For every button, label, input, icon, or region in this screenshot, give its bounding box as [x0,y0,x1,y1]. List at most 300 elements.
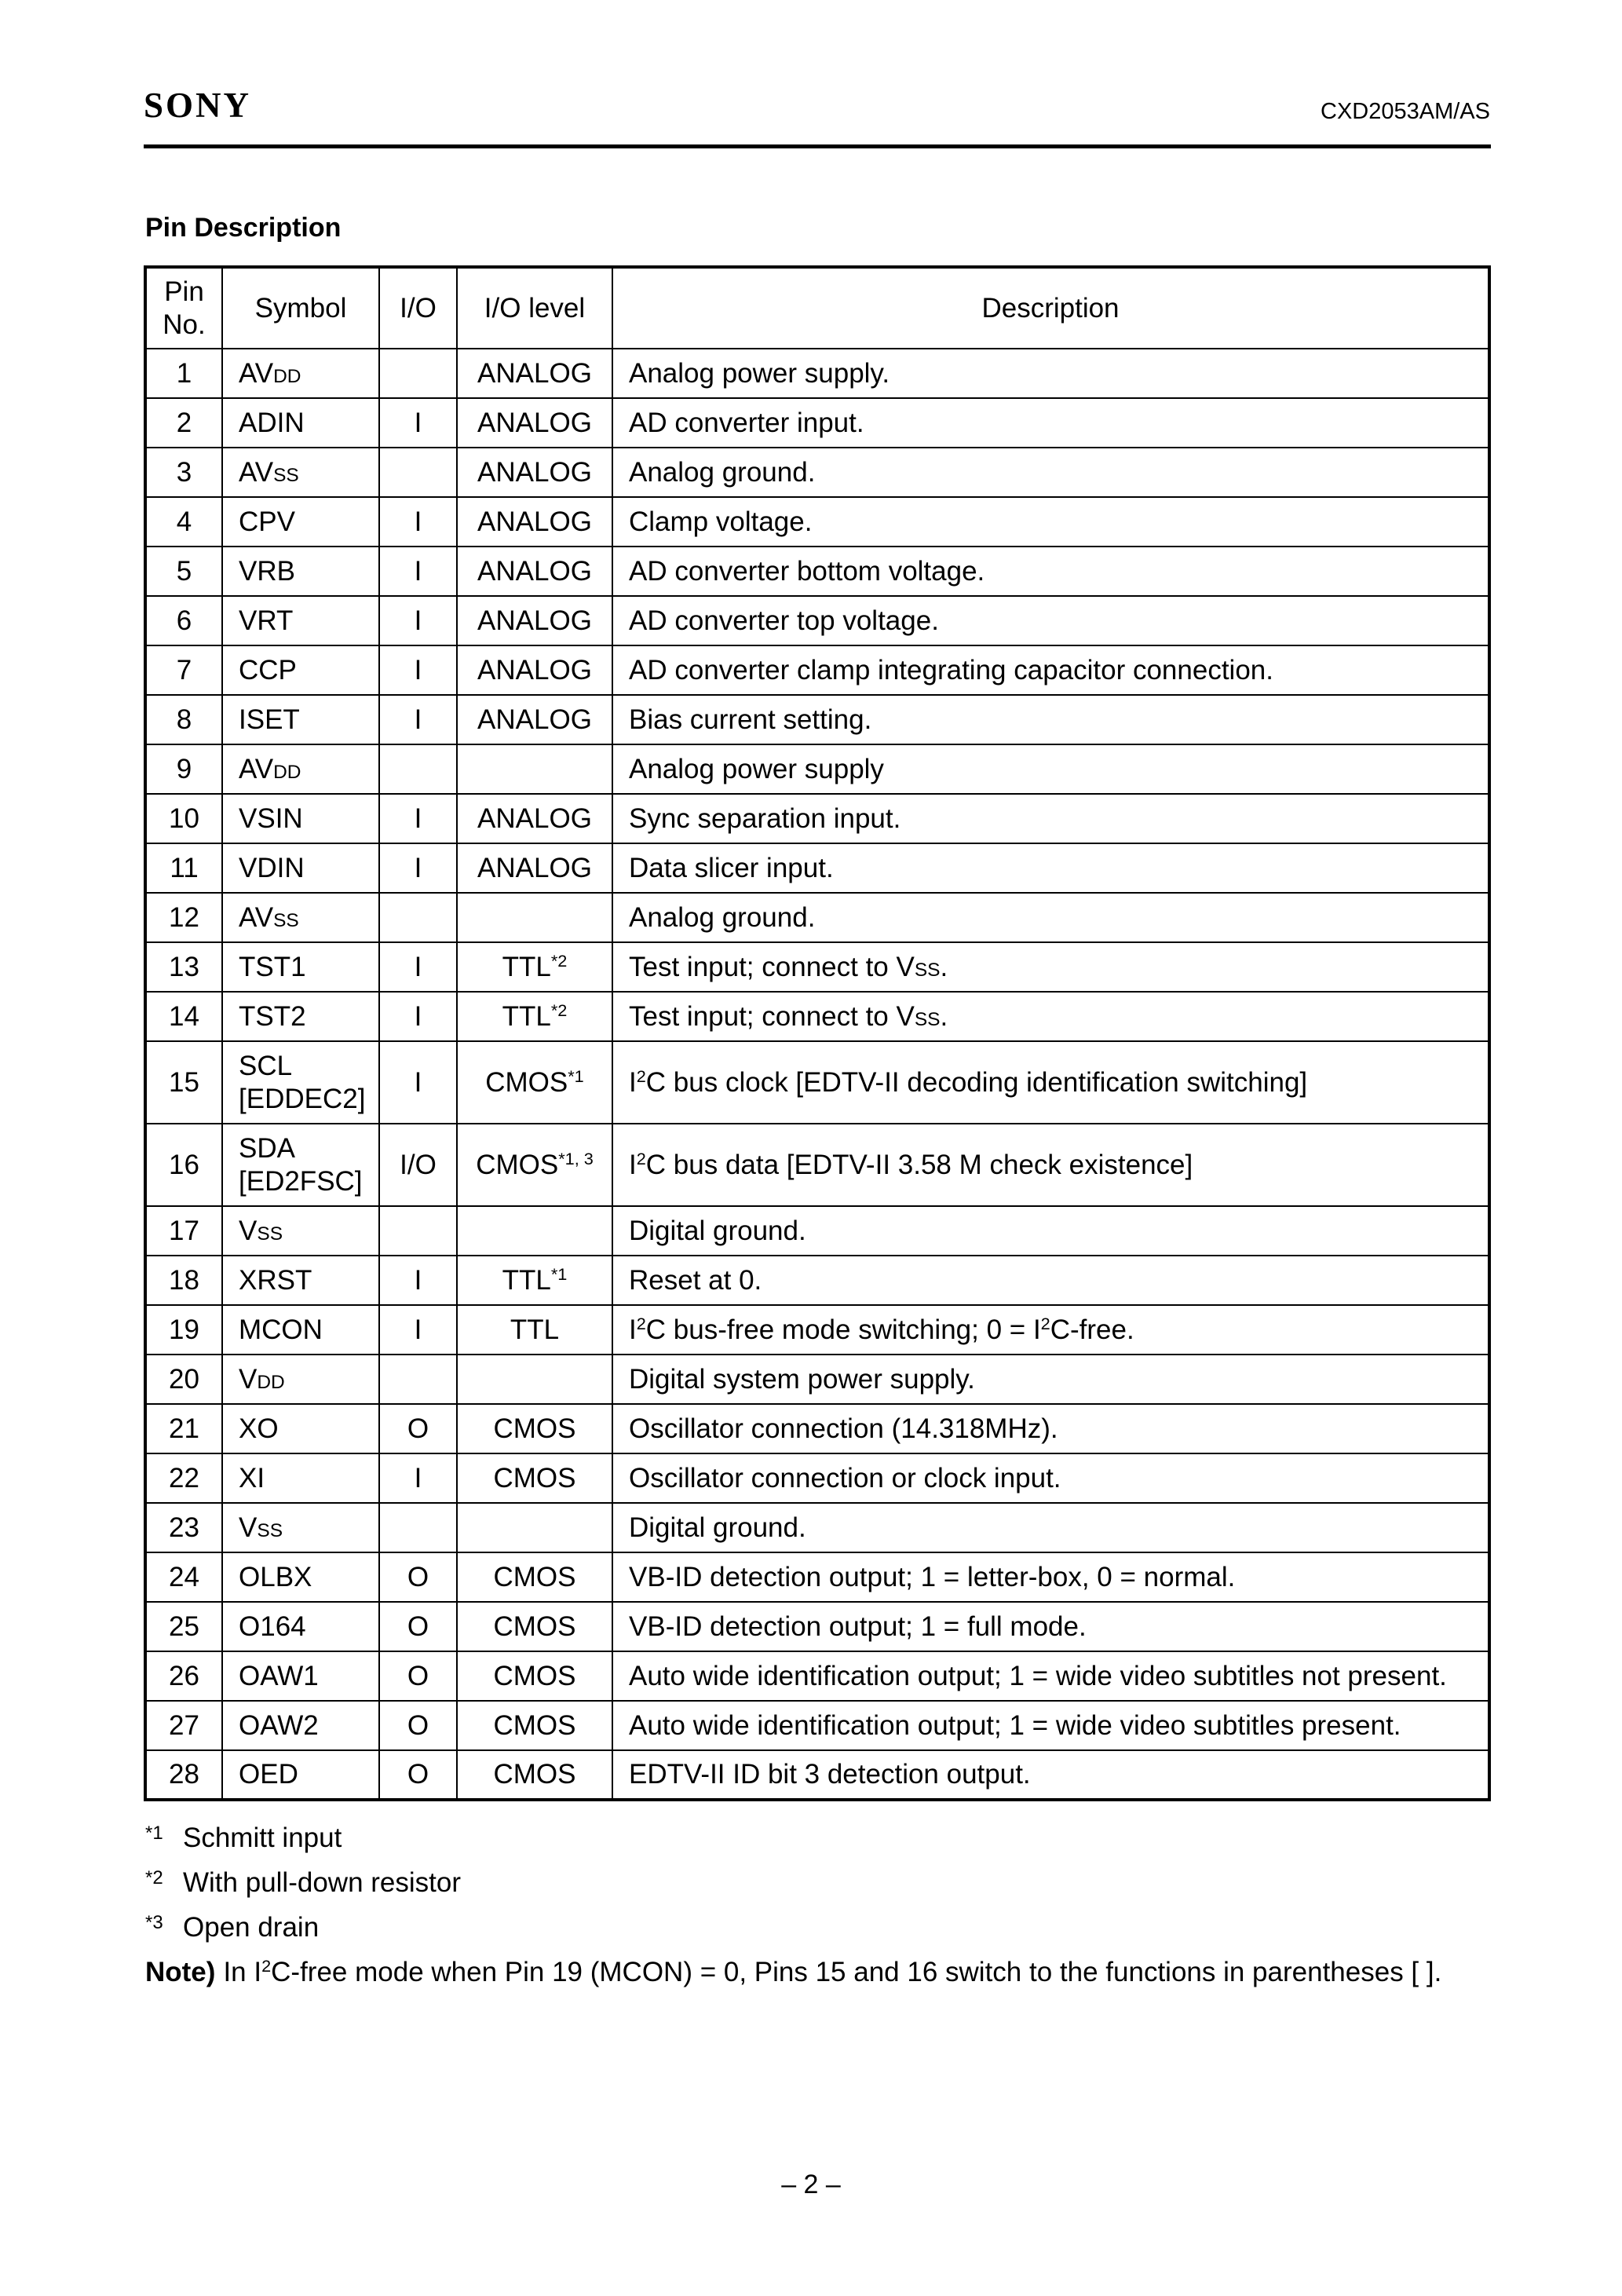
cell-description [612,398,1489,448]
cell-io-level [457,1124,612,1206]
cell-pin-no: 28 [145,1750,222,1800]
cell-pin-no: 17 [145,1206,222,1256]
cell-symbol [222,497,379,547]
symbol-text: CCP [239,654,297,686]
cell-pin-no: 3 [145,448,222,497]
description-superscript: 2 [636,1066,646,1086]
symbol-text: VSIN [239,803,303,834]
cell-description [612,794,1489,843]
cell-pin-no: 9 [145,744,222,794]
description-text: C bus clock [EDTV-II decoding identification switching] [645,1066,1308,1098]
cell-description [612,1124,1489,1206]
cell-pin-no: 7 [145,645,222,695]
cell-symbol [222,695,379,744]
description-i2c: I [629,1149,637,1180]
cell-io-level [457,695,612,744]
cell-io: O [379,1602,457,1651]
table-row [145,1750,1489,1800]
symbol-text: ADIN [239,407,305,438]
pin-description-table [144,265,1491,1801]
header-io: I/O [379,267,457,349]
description-superscript: 2 [636,1148,646,1168]
cell-io: O [379,1552,457,1602]
description-text: AD converter input. [629,407,864,438]
cell-description [612,1206,1489,1256]
description-i2c: I [629,1314,637,1345]
cell-symbol [222,1453,379,1503]
footnote [145,1907,1441,1951]
description-text: Digital ground. [629,1512,806,1543]
note-line [145,1951,1441,1993]
io-level-text: ANALOG [477,506,592,537]
cell-symbol [222,1552,379,1602]
cell-io-level [457,942,612,992]
symbol-text: XRST [239,1264,312,1296]
cell-symbol [222,1503,379,1552]
cell-pin-no: 4 [145,497,222,547]
io-level-text: CMOS [493,1660,576,1691]
cell-description [612,645,1489,695]
symbol-text: XO [239,1413,279,1444]
symbol-text: OAW1 [239,1660,319,1691]
symbol-text: SCL [239,1050,293,1081]
description-i2c: I [629,1066,637,1098]
io-level-text: TTL [502,1000,551,1032]
header-pin-line1: Pin [164,276,204,307]
page-number: – 2 – [781,2170,841,2199]
cell-symbol [222,1041,379,1124]
cell-io-level [457,794,612,843]
footnote-text: Open drain [183,1912,320,1943]
io-level-footnote-ref: *1 [550,1263,568,1284]
footnote-mark: *3 [145,1912,163,1933]
cell-io [379,1206,457,1256]
footnote-mark: *2 [145,1867,163,1888]
cell-description [612,1355,1489,1404]
description-text: Bias current setting. [629,704,872,735]
table-row [145,596,1489,645]
cell-symbol [222,398,379,448]
cell-io-level [457,992,612,1041]
cell-symbol [222,1750,379,1800]
cell-symbol [222,1124,379,1206]
cell-symbol [222,794,379,843]
cell-pin-no: 12 [145,893,222,942]
cell-io: I [379,843,457,893]
io-level-text: ANALOG [477,357,592,389]
symbol-text: VDIN [239,852,305,883]
cell-io: I [379,596,457,645]
symbol-text: AV [239,357,274,389]
cell-description [612,893,1489,942]
cell-symbol [222,942,379,992]
footnote [145,1862,1441,1907]
table-row [145,1552,1489,1602]
footnote-mark: *1 [145,1823,163,1844]
cell-io-level [457,1206,612,1256]
symbol-subscript: SS [257,1223,283,1245]
cell-description [612,1305,1489,1355]
table-row [145,1602,1489,1651]
description-text: VB-ID detection output; 1 = letter-box, 0 = normal. [629,1561,1236,1592]
cell-pin-no: 2 [145,398,222,448]
note-prefix: In I [223,1957,262,1987]
cell-io: I [379,1453,457,1503]
description-text: Clamp voltage. [629,506,813,537]
table-row [145,1124,1489,1206]
symbol-text: OAW2 [239,1709,319,1741]
table-row [145,695,1489,744]
cell-symbol [222,1206,379,1256]
io-level-text: TTL [502,1264,551,1296]
table-row [145,992,1489,1041]
cell-io: I [379,1256,457,1305]
description-tail: . [940,1000,948,1032]
table-row [145,1355,1489,1404]
cell-pin-no: 18 [145,1256,222,1305]
description-text: Analog power supply. [629,357,890,389]
table-row [145,547,1489,596]
cell-description [612,1503,1489,1552]
cell-symbol [222,547,379,596]
cell-io-level [457,1503,612,1552]
cell-description [612,843,1489,893]
io-level-text: ANALOG [477,852,592,883]
cell-io-level [457,1404,612,1453]
io-level-text: CMOS [493,1759,576,1790]
cell-symbol [222,448,379,497]
description-text: VB-ID detection output; 1 = full mode. [629,1610,1087,1642]
description-text: Auto wide identification output; 1 = wide video subtitles not present. [629,1660,1447,1691]
note-label: Note) [145,1957,216,1987]
footnote [145,1817,1441,1862]
cell-symbol [222,596,379,645]
cell-description [612,1602,1489,1651]
cell-description [612,547,1489,596]
cell-io-level [457,1305,612,1355]
symbol-text: AV [239,456,274,488]
cell-description [612,1651,1489,1701]
section-title: Pin Description [145,213,342,243]
io-level-text: ANALOG [477,407,592,438]
cell-io-level [457,1256,612,1305]
io-level-footnote-ref: *2 [550,1000,568,1020]
cell-description [612,596,1489,645]
io-level-text: CMOS [493,1413,576,1444]
cell-pin-no: 11 [145,843,222,893]
cell-io [379,1503,457,1552]
cell-description [612,497,1489,547]
description-superscript: 2 [636,1313,646,1333]
description-text: AD converter top voltage. [629,605,939,636]
description-text: Digital ground. [629,1215,806,1246]
io-level-text: ANALOG [477,555,592,587]
cell-io-level [457,843,612,893]
symbol-text: V [239,1363,258,1395]
cell-pin-no: 25 [145,1602,222,1651]
io-level-text: ANALOG [477,803,592,834]
cell-io: I [379,497,457,547]
cell-description [612,992,1489,1041]
cell-pin-no: 13 [145,942,222,992]
cell-pin-no: 1 [145,349,222,398]
cell-io-level [457,349,612,398]
cell-io-level [457,744,612,794]
symbol-text: TST1 [239,951,306,982]
cell-io: I [379,1041,457,1124]
cell-pin-no: 21 [145,1404,222,1453]
description-text: Oscillator connection or clock input. [629,1462,1061,1493]
footnote-text: With pull-down resistor [183,1867,461,1898]
symbol-subscript: DD [273,365,301,387]
cell-io-level [457,645,612,695]
cell-io-level [457,1602,612,1651]
cell-io [379,349,457,398]
cell-io: I [379,645,457,695]
cell-description [612,695,1489,744]
cell-io-level [457,1041,612,1124]
table-row [145,1256,1489,1305]
cell-pin-no: 5 [145,547,222,596]
cell-symbol [222,1404,379,1453]
cell-io-level [457,547,612,596]
description-text: Digital system power supply. [629,1363,975,1395]
cell-description [612,1453,1489,1503]
table-row [145,1305,1489,1355]
cell-io-level [457,893,612,942]
io-level-text: CMOS [485,1066,568,1098]
cell-pin-no: 26 [145,1651,222,1701]
cell-pin-no: 20 [145,1355,222,1404]
cell-io: O [379,1750,457,1800]
symbol-subscript: SS [257,1519,283,1541]
table-row [145,1206,1489,1256]
description-text: EDTV-II ID bit 3 detection output. [629,1759,1031,1790]
cell-io [379,1355,457,1404]
symbol-text: TST2 [239,1000,306,1032]
cell-symbol [222,1305,379,1355]
note-sup: 2 [261,1956,272,1976]
cell-io: O [379,1651,457,1701]
cell-description [612,1256,1489,1305]
cell-pin-no: 10 [145,794,222,843]
cell-pin-no: 6 [145,596,222,645]
io-level-footnote-ref: *1, 3 [558,1148,594,1168]
table-row [145,794,1489,843]
header-rule [144,144,1491,148]
cell-io-level [457,596,612,645]
cell-description [612,448,1489,497]
cell-pin-no: 19 [145,1305,222,1355]
cell-io-level [457,1355,612,1404]
cell-symbol [222,1651,379,1701]
sony-logo: SONY [144,86,252,125]
cell-io-level [457,1701,612,1750]
description-subscript: SS [914,1008,941,1030]
cell-description [612,349,1489,398]
cell-symbol [222,1602,379,1651]
header-description: Description [612,267,1489,349]
cell-io-level [457,448,612,497]
cell-io: I [379,942,457,992]
description-text: AD converter bottom voltage. [629,555,985,587]
cell-io: I [379,695,457,744]
io-level-text: TTL [502,951,551,982]
io-level-text: ANALOG [477,704,592,735]
header-pin-no [145,267,222,349]
description-tail: C-free. [1050,1314,1134,1345]
footnotes [145,1817,1441,1993]
cell-pin-no: 15 [145,1041,222,1124]
description-superscript: 2 [1040,1313,1050,1333]
symbol-subscript: SS [273,464,299,486]
cell-description [612,1750,1489,1800]
io-level-text: CMOS [493,1610,576,1642]
description-text: Auto wide identification output; 1 = wide video subtitles present. [629,1709,1401,1741]
table-row [145,942,1489,992]
io-level-footnote-ref: *2 [550,950,568,971]
cell-io: O [379,1701,457,1750]
cell-description [612,1552,1489,1602]
description-subscript: SS [914,959,941,981]
table-row [145,843,1489,893]
footnote-text: Schmitt input [183,1823,342,1853]
symbol-alt-text: [ED2FSC] [239,1165,363,1197]
table-row [145,645,1489,695]
symbol-alt-text: [EDDEC2] [239,1083,366,1114]
symbol-text: AV [239,901,274,933]
header-symbol: Symbol [222,267,379,349]
description-text: Sync separation input. [629,803,901,834]
cell-description [612,1404,1489,1453]
io-level-text: CMOS [493,1561,576,1592]
cell-symbol [222,1701,379,1750]
description-text: Oscillator connection (14.318MHz). [629,1413,1058,1444]
cell-symbol [222,349,379,398]
cell-io-level [457,1453,612,1503]
symbol-text: ISET [239,704,300,735]
table-row [145,1404,1489,1453]
cell-symbol [222,992,379,1041]
description-text: Test input; connect to V [629,1000,915,1032]
cell-description [612,1701,1489,1750]
symbol-text: SDA [239,1132,295,1164]
description-text: Reset at 0. [629,1264,762,1296]
table-row [145,398,1489,448]
table-row [145,1651,1489,1701]
io-level-text: CMOS [493,1462,576,1493]
cell-io-level [457,1750,612,1800]
cell-description [612,744,1489,794]
cell-io-level [457,398,612,448]
cell-symbol [222,744,379,794]
symbol-text: V [239,1512,258,1543]
table-header-row [145,267,1489,349]
io-level-text: ANALOG [477,456,592,488]
cell-symbol [222,893,379,942]
description-text: Test input; connect to V [629,951,915,982]
io-level-text: TTL [510,1314,560,1345]
symbol-text: OED [239,1759,298,1790]
cell-io: I [379,1305,457,1355]
cell-pin-no: 23 [145,1503,222,1552]
cell-pin-no: 27 [145,1701,222,1750]
header-io-level: I/O level [457,267,612,349]
table-row [145,448,1489,497]
symbol-subscript: SS [273,909,299,931]
table-row [145,497,1489,547]
description-text: Analog ground. [629,456,816,488]
table-row [145,1041,1489,1124]
cell-io [379,448,457,497]
io-level-text: CMOS [476,1149,559,1180]
header-pin-line2: No. [163,309,206,340]
model-number: CXD2053AM/AS [1321,99,1490,124]
cell-io [379,744,457,794]
cell-symbol [222,1256,379,1305]
symbol-text: CPV [239,506,295,537]
cell-io: I [379,398,457,448]
cell-io-level [457,1651,612,1701]
cell-io: I [379,547,457,596]
cell-description [612,942,1489,992]
table-row [145,1503,1489,1552]
description-text: Analog ground. [629,901,816,933]
cell-pin-no: 22 [145,1453,222,1503]
table-row [145,1701,1489,1750]
table-body [145,349,1489,1800]
description-text: AD converter clamp integrating capacitor connection. [629,654,1273,686]
cell-pin-no: 14 [145,992,222,1041]
cell-description [612,1041,1489,1124]
io-level-text: ANALOG [477,605,592,636]
cell-symbol [222,1355,379,1404]
note-text: C-free mode when Pin 19 (MCON) = 0, Pins 15 and 16 switch to the functions in parentheses [ ]. [271,1957,1442,1987]
description-tail: . [940,951,948,982]
io-level-text: ANALOG [477,654,592,686]
cell-io: O [379,1404,457,1453]
symbol-text: XI [239,1462,265,1493]
table-row [145,1453,1489,1503]
description-text: C bus-free mode switching; 0 = I [645,1314,1041,1345]
io-level-text: CMOS [493,1709,576,1741]
table-row [145,893,1489,942]
cell-io: I/O [379,1124,457,1206]
symbol-text: OLBX [239,1561,312,1592]
symbol-text: AV [239,753,274,784]
cell-pin-no: 24 [145,1552,222,1602]
symbol-subscript: DD [273,761,301,783]
table-row [145,349,1489,398]
symbol-subscript: DD [257,1371,285,1393]
description-text: C bus data [EDTV-II 3.58 M check existence] [645,1149,1193,1180]
cell-io: I [379,992,457,1041]
cell-pin-no: 16 [145,1124,222,1206]
cell-io-level [457,1552,612,1602]
symbol-text: MCON [239,1314,323,1345]
cell-io-level [457,497,612,547]
symbol-text: VRT [239,605,294,636]
io-level-footnote-ref: *1 [568,1066,584,1086]
cell-io [379,893,457,942]
symbol-text: O164 [239,1610,306,1642]
cell-symbol [222,843,379,893]
symbol-text: V [239,1215,258,1246]
description-text: Analog power supply [629,753,884,784]
cell-io: I [379,794,457,843]
description-text: Data slicer input. [629,852,834,883]
table-row [145,744,1489,794]
